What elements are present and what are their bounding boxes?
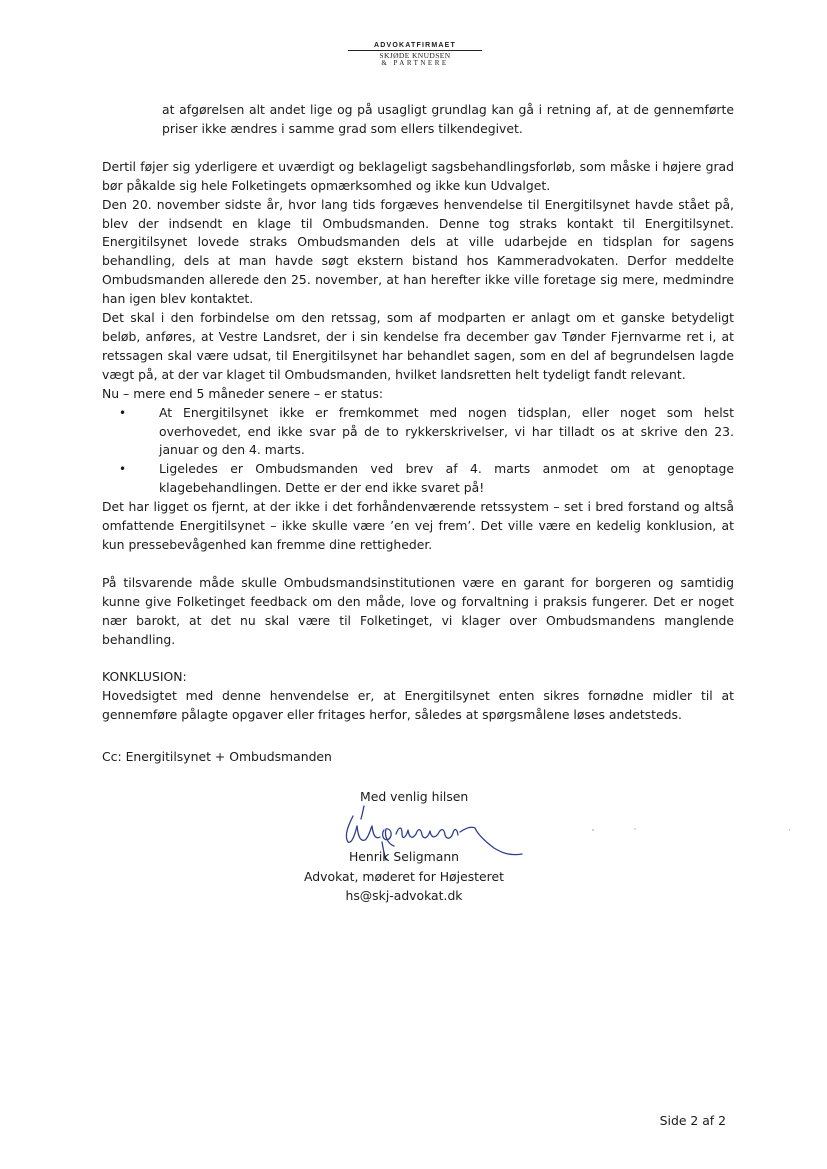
list-item-text: Ligeledes er Ombudsmanden ved brev af 4. marts anmodet om at genoptage klagebehandlingen. Dette er der end ikke svaret på!	[159, 461, 734, 496]
status-list	[102, 404, 734, 499]
bullet-icon: •	[119, 405, 127, 420]
paragraph-lawsuit: Det skal i den forbindelse om den retssag, som af modparten er anlagt om et ganske betydeligt beløb, anføres, at Vestre Landsret, der i sin kendelse fra december gav Tønder Fjernvarme ret i, at retssagen skal være udsat, til Energitilsynet har behandlet sagen, som en del af begrundelsen lagde vægt på, at der var klaget til Ombudsmanden, hvilket landsretten helt tydeligt fandt relevant.	[102, 310, 734, 382]
letterhead-firm-type: ADVOKATFIRMAET	[374, 42, 456, 49]
paragraph-process: Dertil føjer sig yderligere et uværdigt og beklageligt sagsbehandlingsforløb, som måske i højere grad bør påkalde sig hele Folketingets opmærksomhed og ikke kun Udvalget.	[102, 158, 734, 193]
bullet-icon: •	[119, 462, 127, 477]
list-item	[102, 460, 734, 498]
signer-title: Advokat, møderet for Højesteret	[304, 868, 504, 884]
paragraph-gap	[102, 649, 734, 668]
letterhead-partners: & PARTNERE	[381, 58, 449, 67]
continued-paragraph: at afgørelsen alt andet lige og på usagligt grundlag kan gå i retning af, at de gennemførte priser ikke ændres i samme grad som ellers tilkendegivet.	[162, 102, 734, 136]
cc-line: Cc: Energitilsynet + Ombudsmanden	[102, 749, 332, 764]
letterhead-logo	[340, 42, 490, 67]
paragraph-gap	[102, 555, 734, 574]
list-item	[102, 404, 734, 461]
conclusion-heading: KONKLUSION:	[102, 669, 187, 685]
list-item-text: At Energitilsynet ikke er fremkommet med nogen tidsplan, eller noget som helst overhovedet, end ikke svar på de to rykkerskrivelser, vi har tilladt os at skrive den 23. januar og den 4. marts.	[159, 404, 734, 458]
paragraph-status-intro: Nu – mere end 5 måneder senere – er status:	[102, 385, 384, 401]
closing-greeting: Med venlig hilsen	[360, 789, 469, 804]
signer-email: hs@skj-advokat.dk	[345, 888, 463, 903]
paragraph-conclusion: Hovedsigtet med denne henvendelse er, at Energitilsynet enten sikres fornødne midler til at gennemføre pålagte opgaver eller fritages herfor, således at spørgsmålene løses andetsteds.	[102, 688, 734, 723]
paragraph-gap	[102, 139, 734, 158]
letterhead-firm-name: SKJØDE KNUDSEN	[379, 51, 451, 60]
scan-speck-icon	[590, 825, 790, 837]
signer-block	[300, 847, 508, 906]
paragraph-ombudsman: På tilsvarende måde skulle Ombudsmandsinstitutionen være en garant for borgeren og samtidig kunne give Folketinget feedback om den måde, love og forvaltning i praksis fungerer. Det er noget nær barokt, at det nu skal være til Folketinget, vi klager over Ombudsmandens manglende behandling.	[102, 574, 734, 647]
paragraph-legal-system: Det har ligget os fjernt, at der ikke i det forhåndenværende retssystem – set i bred forstand og altså omfattende Energitilsynet – ikke skulle være ’en vej frem’. Det ville være en kedelig konklusion, at kun pressebevågenhed kan fremme dine rettigheder.	[102, 499, 734, 552]
page-number: Side 2 af 2	[659, 1113, 726, 1128]
paragraph-complaint: Den 20. november sidste år, hvor lang tids forgæves henvendelse til Energitilsynet havde stået på, blev der indsendt en klage til Ombudsmanden. Denne tog straks kontakt til Energitilsynet. Energitilsynet lovede straks Ombudsmanden dels at ville udarbejde en tidsplan for sagens behandling, dels at man havde søgt ekstern bistand hos Kammeradvokaten. Derfor meddelte Ombudsmanden allerede den 25. november, at han herefter ikke ville foretage sig mere, medmindre han igen blev kontaktet.	[102, 196, 734, 307]
letter-body	[102, 101, 734, 725]
signer-name: Henrik Seligmann	[348, 849, 460, 864]
